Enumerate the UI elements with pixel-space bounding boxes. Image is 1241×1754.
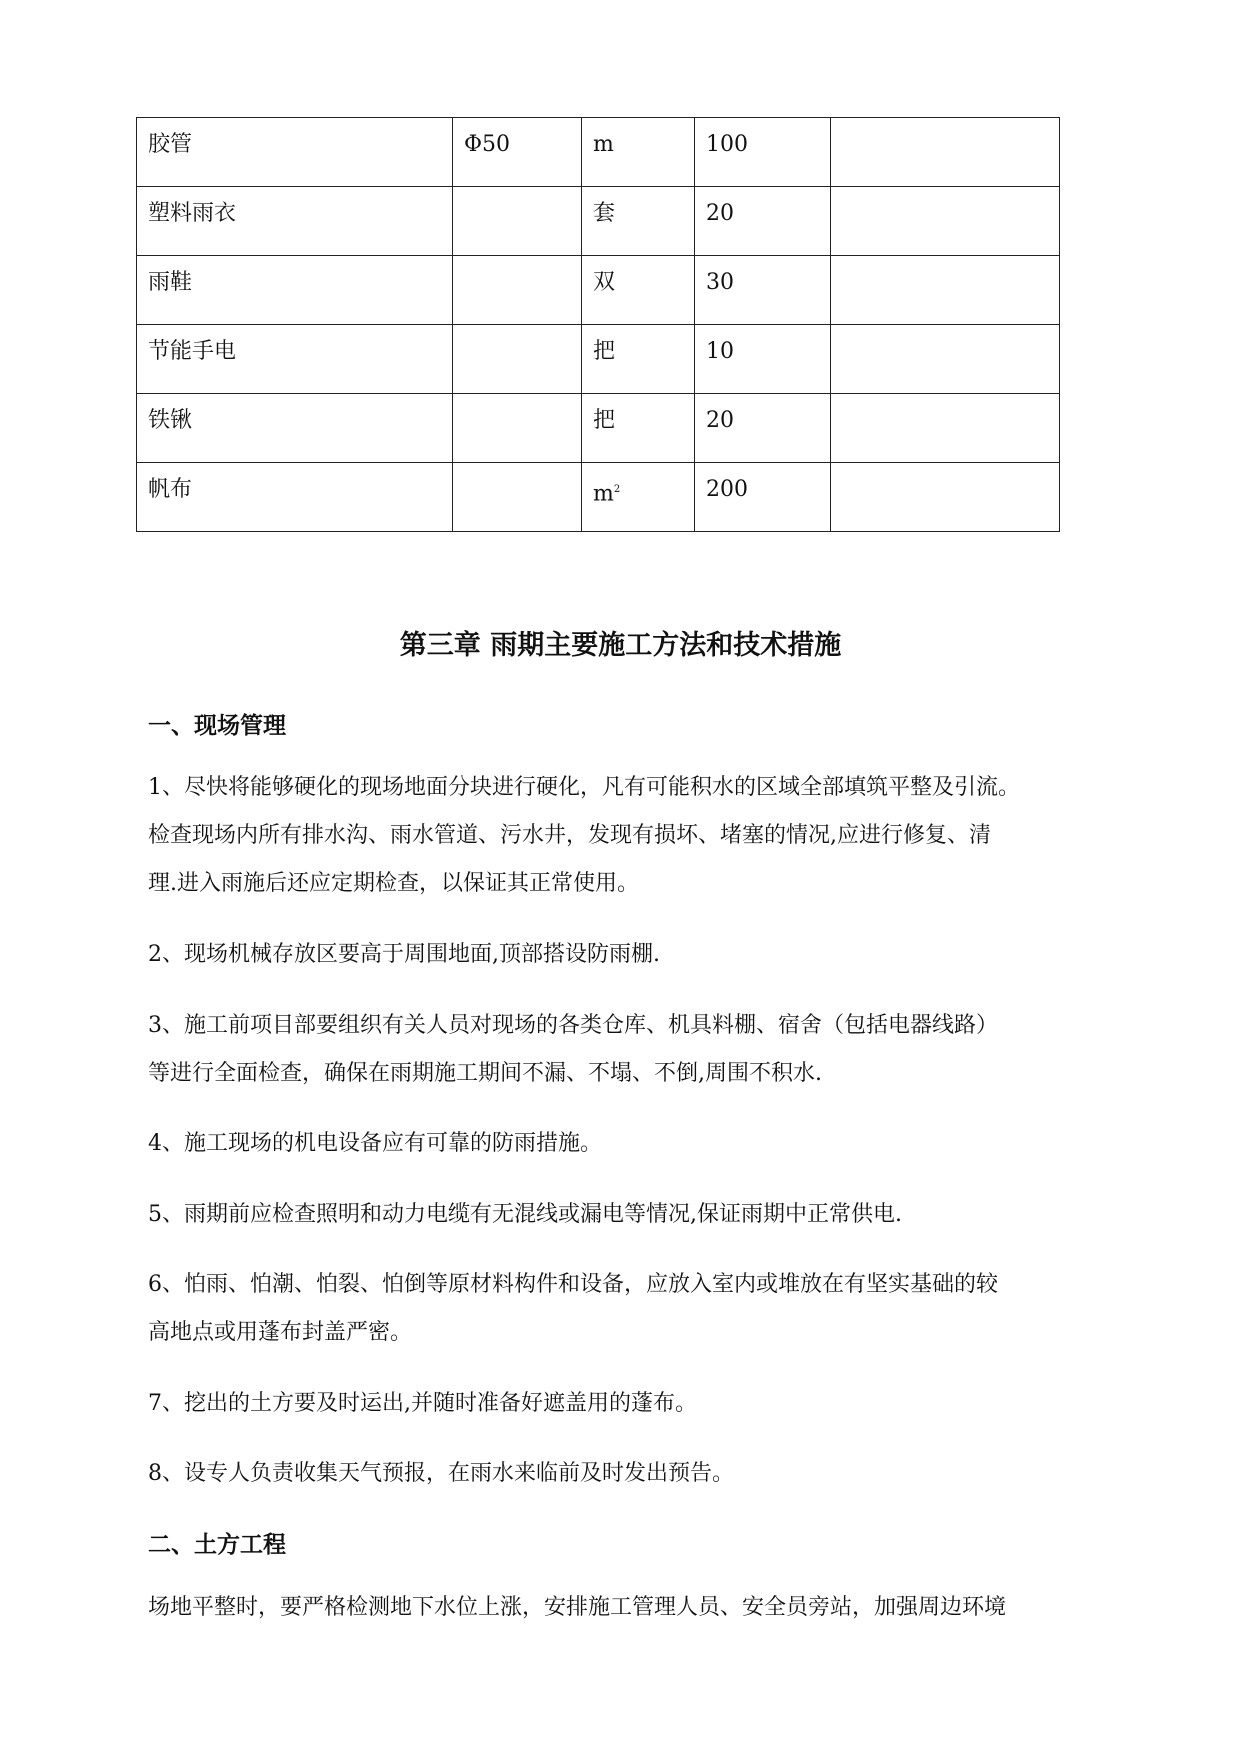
table-cell: 把 [582, 325, 695, 394]
unit-superscript: 2 [613, 484, 621, 495]
table-cell [453, 463, 582, 532]
paragraph-line: 理.进入雨施后还应定期检查，以保证其正常使用。 [148, 871, 639, 896]
table-cell: 20 [695, 394, 831, 463]
table-cell: m [582, 118, 695, 187]
table-cell: 塑料雨衣 [137, 187, 453, 256]
table-cell [831, 187, 1060, 256]
table-cell: 节能手电 [137, 325, 453, 394]
table-cell: Φ50 [453, 118, 582, 187]
paragraph: 8、设专人负责收集天气预报，在雨水来临前及时发出预告。 [148, 1461, 734, 1486]
paragraph-line: 高地点或用蓬布封盖严密。 [148, 1320, 413, 1345]
table-cell [831, 463, 1060, 532]
paragraph-line: 1、尽快将能够硬化的现场地面分块进行硬化，凡有可能积水的区域全部填筑平整及引流。 [148, 775, 1021, 800]
table-cell: 帆布 [137, 463, 453, 532]
table-cell [831, 394, 1060, 463]
paragraph: 7、挖出的土方要及时运出,并随时准备好遮盖用的蓬布。 [148, 1391, 697, 1416]
materials-table [136, 117, 1060, 532]
section-heading: 一、现场管理 [148, 713, 286, 739]
table-cell: 套 [582, 187, 695, 256]
table-cell: 200 [695, 463, 831, 532]
table-cell: 20 [695, 187, 831, 256]
table-cell: 胶管 [137, 118, 453, 187]
table-cell: 30 [695, 256, 831, 325]
table-cell: 把 [582, 394, 695, 463]
paragraph-line: 3、施工前项目部要组织有关人员对现场的各类仓库、机具料棚、宿舍（包括电器线路） [148, 1013, 998, 1038]
paragraph: 4、施工现场的机电设备应有可靠的防雨措施。 [148, 1131, 602, 1156]
paragraph: 场地平整时，要严格检测地下水位上涨，安排施工管理人员、安全员旁站，加强周边环境 [148, 1595, 1007, 1620]
table-cell [831, 256, 1060, 325]
paragraph: 2、现场机械存放区要高于周围地面,顶部搭设防雨棚. [148, 942, 660, 967]
table-cell: 双 [582, 256, 695, 325]
table-cell [831, 325, 1060, 394]
unit-text: m [593, 481, 614, 507]
table-cell [831, 118, 1060, 187]
table-cell [453, 256, 582, 325]
table-row [137, 118, 1060, 187]
table-row [137, 187, 1060, 256]
table-row [137, 325, 1060, 394]
paragraph-line: 检查现场内所有排水沟、雨水管道、污水井，发现有损坏、堵塞的情况,应进行修复、清 [148, 823, 991, 848]
table-cell [582, 463, 695, 532]
table-cell: 雨鞋 [137, 256, 453, 325]
table-cell [453, 325, 582, 394]
table-row [137, 256, 1060, 325]
paragraph-line: 等进行全面检查，确保在雨期施工期间不漏、不塌、不倒,周围不积水. [148, 1061, 822, 1086]
table-cell: 铁锹 [137, 394, 453, 463]
table-cell [453, 187, 582, 256]
table-cell: 100 [695, 118, 831, 187]
section-heading: 二、土方工程 [148, 1532, 286, 1558]
chapter-title: 第三章 雨期主要施工方法和技术措施 [399, 630, 842, 661]
table-cell: 10 [695, 325, 831, 394]
paragraph: 5、雨期前应检查照明和动力电缆有无混线或漏电等情况,保证雨期中正常供电. [148, 1202, 902, 1227]
table-row [137, 394, 1060, 463]
table-row [137, 463, 1060, 532]
table-cell [453, 394, 582, 463]
paragraph-line: 6、怕雨、怕潮、怕裂、怕倒等原材料构件和设备，应放入室内或堆放在有坚实基础的较 [148, 1272, 998, 1297]
